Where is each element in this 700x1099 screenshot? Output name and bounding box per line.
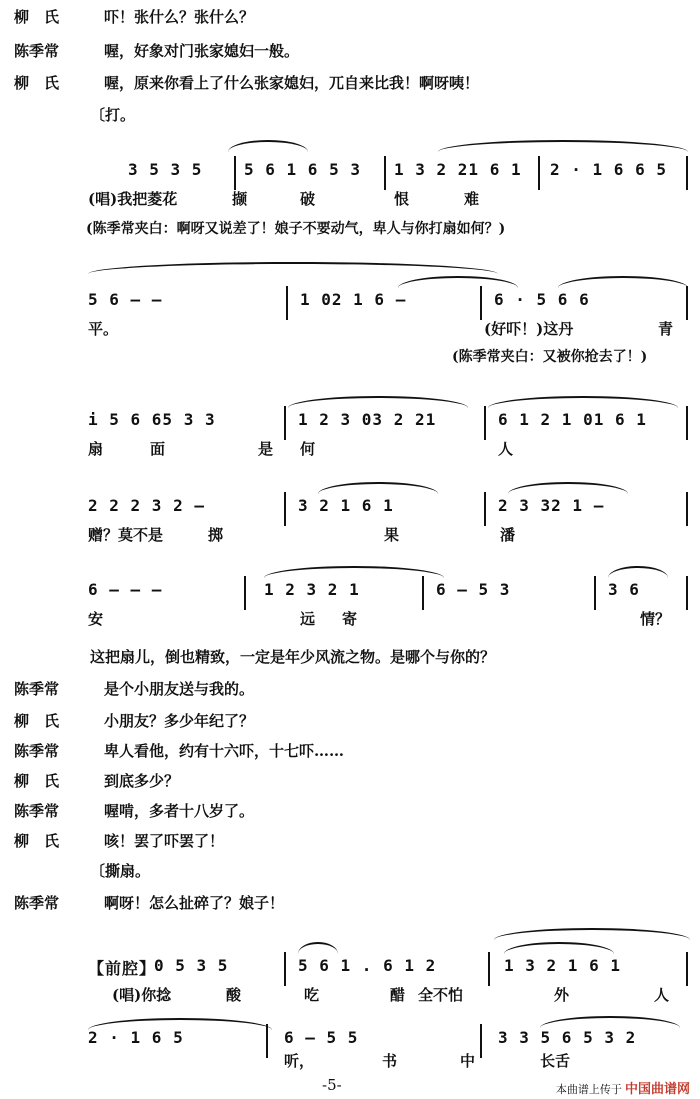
lyric: 平。	[88, 320, 119, 338]
line-text: 喔，原来你看上了什么张家媳妇，兀自来比我！啊呀咦！	[104, 74, 480, 92]
dialogue-line	[14, 708, 690, 734]
aside-note: (陈季常夹白：啊呀又说差了！娘子不要动气，卑人与你打扇如何？)	[86, 221, 506, 237]
lyric: 安	[88, 610, 104, 628]
speaker: 柳 氏	[14, 832, 60, 850]
measure: 3 5 3 5	[128, 160, 203, 179]
lyrics-line	[14, 984, 690, 1008]
notation-line	[88, 410, 690, 438]
speaker: 柳 氏	[14, 712, 60, 730]
lyric: 难	[464, 190, 480, 208]
lyrics-line	[88, 188, 690, 212]
lyric: 掷	[208, 526, 224, 544]
lyric: 外	[554, 986, 570, 1004]
section-label: 【前腔】	[88, 959, 157, 978]
lyric: 破	[300, 190, 316, 208]
lyrics-line	[88, 438, 690, 462]
lyric: 是	[258, 440, 274, 458]
measure: 2 3 32 1 –	[498, 496, 605, 515]
line-text: 卑人看他，约有十六吓，十七吓……	[104, 742, 345, 760]
lyric: 扇	[88, 440, 104, 458]
line-text: 喔，好象对门张家媳妇一般。	[104, 42, 300, 60]
dialogue-line	[14, 676, 690, 702]
page-number: -5-	[322, 1076, 342, 1094]
measure: 2 · 1 6 5	[88, 1028, 184, 1047]
lyric: 酸	[226, 986, 242, 1004]
measure: i 5 6 65 3 3	[88, 410, 216, 429]
watermark-credit	[556, 1078, 690, 1097]
measure: 5 6 – –	[88, 290, 163, 309]
page-footer	[0, 1072, 700, 1098]
line-text: 咳！罢了吓罢了！	[104, 832, 225, 850]
measure: 1 3 2 21 6 1	[394, 160, 522, 179]
measure: 6 – 5 5	[284, 1028, 359, 1047]
dialogue-line	[14, 768, 690, 794]
speaker: 柳 氏	[14, 74, 60, 92]
notation-line	[14, 956, 690, 984]
measure: 3 6	[608, 580, 640, 599]
aside-note: (陈季常夹白：又被你抢去了！)	[452, 349, 648, 365]
dialogue-line	[14, 70, 690, 96]
site-logo: 中国曲谱网	[624, 1081, 690, 1096]
lyric: 赠？莫不是	[88, 526, 164, 544]
lyric: 全不怕	[418, 986, 464, 1004]
line-text: 小朋友？多少年纪了？	[104, 712, 255, 730]
stage-direction: 〔打。	[90, 106, 136, 124]
lyric: 人	[654, 986, 670, 1004]
measure: 6 – 5 3	[436, 580, 511, 599]
lyric: 听，	[284, 1052, 315, 1070]
dialogue-line	[14, 890, 690, 916]
measure: 3 2 1 6 1	[298, 496, 394, 515]
dialogue-line	[14, 738, 690, 764]
measure: 1 2 3 2 1	[264, 580, 360, 599]
notation-line	[88, 290, 690, 318]
measure: 5 6 1 6 5 3	[244, 160, 361, 179]
speaker: 陈季常	[14, 680, 60, 698]
stage-direction: 〔撕扇。	[90, 862, 151, 880]
speaker: 柳 氏	[14, 772, 60, 790]
speaker: 陈季常	[14, 802, 60, 820]
measure: 1 3 2 1 6 1	[504, 956, 621, 975]
line-text: 啊呀！怎么扯碎了？娘子！	[104, 894, 285, 912]
dialogue-line	[14, 38, 690, 64]
measure: 1 2 3 03 2 21	[298, 410, 437, 429]
notation-line	[88, 496, 690, 524]
lyric: 中	[460, 1052, 476, 1070]
lyric: 远	[300, 610, 316, 628]
line-text: 吓！张什么？张什么？	[104, 8, 255, 26]
lyrics-line	[88, 318, 690, 342]
lyric: 人	[498, 440, 514, 458]
lyric: 情？	[640, 610, 671, 628]
lyric: 寄	[342, 610, 358, 628]
line-text: 到底多少？	[104, 772, 180, 790]
lyric: 书	[382, 1052, 398, 1070]
lyric: 撷	[232, 190, 248, 208]
lyric: (唱)你捻	[112, 986, 172, 1004]
measure: 1 02 1 6 –	[300, 290, 407, 309]
lyric: 醋	[390, 986, 406, 1004]
speaker: 柳 氏	[14, 8, 60, 26]
spoken-line: 这把扇儿，倒也精致，一定是年少风流之物。是哪个与你的？	[90, 648, 496, 666]
lyric: 面	[150, 440, 166, 458]
dialogue-line	[14, 4, 690, 30]
lyric: 青	[658, 320, 674, 338]
lyrics-line	[88, 1050, 690, 1074]
notation-line	[88, 580, 690, 608]
lyrics-line	[88, 524, 690, 548]
measure: 0 5 3 5	[154, 956, 229, 975]
lyric: 长舌	[540, 1052, 571, 1070]
lyrics-line	[88, 608, 690, 632]
line-text: 喔啃，多者十八岁了。	[104, 802, 255, 820]
speaker: 陈季常	[14, 42, 60, 60]
speaker: 陈季常	[14, 742, 60, 760]
measure: 6 · 5 6 6	[494, 290, 590, 309]
measure: 6 – – –	[88, 580, 163, 599]
lyric: 吃	[304, 986, 320, 1004]
credit-prefix: 本曲谱上传于	[555, 1084, 622, 1096]
lyric: 恨	[394, 190, 410, 208]
notation-line	[88, 160, 690, 188]
lyric: (好吓！)这丹	[484, 320, 574, 338]
measure: 3 3 5 6 5 3 2	[498, 1028, 637, 1047]
lyric: (唱)我把菱花	[88, 190, 178, 208]
line-text: 是个小朋友送与我的。	[104, 680, 255, 698]
measure: 2 2 2 3 2 –	[88, 496, 205, 515]
speaker: 陈季常	[14, 894, 60, 912]
measure: 6 1 2 1 01 6 1	[498, 410, 647, 429]
dialogue-line	[14, 798, 690, 824]
lyric: 果	[384, 526, 400, 544]
lyric: 潘	[500, 526, 516, 544]
measure: 2 · 1 6 6 5	[550, 160, 667, 179]
measure: 5 6 1 . 6 1 2	[298, 956, 437, 975]
lyric: 何	[300, 440, 316, 458]
dialogue-line	[14, 828, 690, 854]
